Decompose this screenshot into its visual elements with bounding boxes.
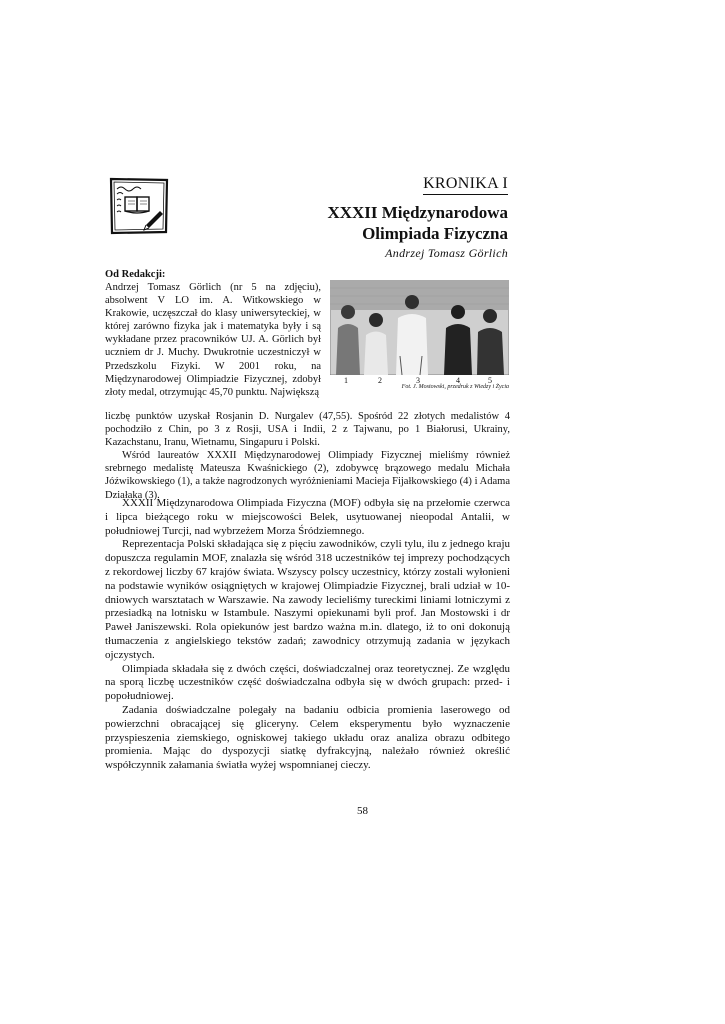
kronika-logo-icon (108, 177, 170, 235)
body-paragraph: Reprezentacja Polski składająca się z pięciu zawodników, czyli tylu, ilu z jednego kraju dopuszcza regulamin MOF, znalazła się wśród 318 uczestników tej imprezy pochodzących z rekordowej liczby 67 krajów świata. Wszyscy polscy uczestnicy, którzy zostali wyłonieni na podstawie wyników osiągniętych w krajowej Olimpiadzie Fizycznej, brali udział w 10-dniowych warsztatach w Warszawie. Na zawody lecieliśmy tureckimi liniami lotniczymi z przesiadką na lotnisku w Istambule. Naszymi opiekunami byli prof. Jan Mostowski i dr Paweł Janiszewski. Rola opiekunów jest bardzo ważna m.in. dlatego, iż to oni dokonują tłumaczenia z angielskiego tekstów zadań; zawodnicy otrzymują zadania w językach ojczystych. (105, 538, 510, 661)
body-paragraph: Olimpiada składała się z dwóch części, doświadczalnej oraz teoretycznej. Ze względu na sporą liczbę uczestników część doświadczalna odbyła się w dwóch grupach: przed- i popołudniowej. (105, 662, 510, 703)
body-paragraph: Zadania doświadczalne polegały na badaniu odbicia promienia laserowego od powierzchni obracającej się gliceryny. Celem eksperymentu było wyznaczenie przyspieszenia ziemskiego, ogniskowej takiego układu oraz analiza obrazu odbitego promienia. Mając do dyspozycji siatkę dyfrakcyjną, należało również określić współczynnik załamania światła wyżej wspomnianej cieczy. (105, 703, 510, 772)
editorial-column-text: Andrzej Tomasz Görlich (nr 5 na zdjęciu), absolwent V LO im. A. Witkowskiego w Krakowie, uczęszczał do klasy uniwersyteckiej, w której zarówno fizyka jak i matematyka były i są wykładane przez pracowników UJ. A. Görlich był uczniem dr J. Muchy. Dwukrotnie uczestniczył w Przedszkolu Fizyki. W 2001 roku, na Międzynarodowej Olimpiadzie Fizycznej, zdobył złoty medal, otrzymując 45,70 punktu. Największą (105, 282, 321, 398)
body-paragraph: XXXII Międzynarodowa Olimpiada Fizyczna (MOF) odbyła się na przełomie czerwca i lipca bieżącego roku w miejscowości Belek, usytuowanej nieopodal Antalii, w południowej Turcji, nad wybrzeżem Morza Śródziemnego. (105, 497, 510, 537)
article-title (248, 202, 508, 244)
editorial-heading: Od Redakcji: (105, 269, 166, 280)
title-line-1: XXXII Międzynarodowa (327, 203, 508, 222)
photo-number: 2 (378, 376, 382, 385)
title-line-2: Olimpiada Fizyczna (362, 224, 508, 243)
page-number: 58 (357, 805, 368, 817)
editorial-continued (105, 410, 510, 502)
article-author: Andrzej Tomasz Görlich (385, 246, 508, 260)
photo-number: 5 (488, 376, 492, 385)
section-label: KRONIKA I (423, 175, 508, 195)
article-body (105, 497, 510, 773)
team-photo (330, 280, 509, 375)
photo-caption: Fot. J. Mostowski, przedruk z Wiedzy i Życia (401, 384, 509, 390)
laureates-text: Wśród laureatów XXXII Międzynarodowej Olimpiady Fizycznej mieliśmy również srebrnego medalistę Mateusza Kwaśnickiego (2), zdobywcę brązowego medalu Michała Jóźwikowskiego (1), a także nagrodzonych wyróżnieniami Macieja Fijałkowskiego (4) i Adama Działaka (3). (105, 450, 510, 501)
editorial-continued-text: liczbę punktów uzyskał Rosjanin D. Nurgalev (47,55). Spośród 22 złotych medalistów 4 pochodziło z Chin, po 3 z Rosji, USA i Indii, 2 z Tajwanu, po 1 Białorusi, Ukrainy, Kazachstanu, Iranu, Wietnamu, Singapuru i Polski. (105, 411, 510, 449)
photo-number: 3 (416, 376, 420, 385)
photo-number: 4 (456, 376, 460, 385)
photo-number: 1 (344, 376, 348, 385)
